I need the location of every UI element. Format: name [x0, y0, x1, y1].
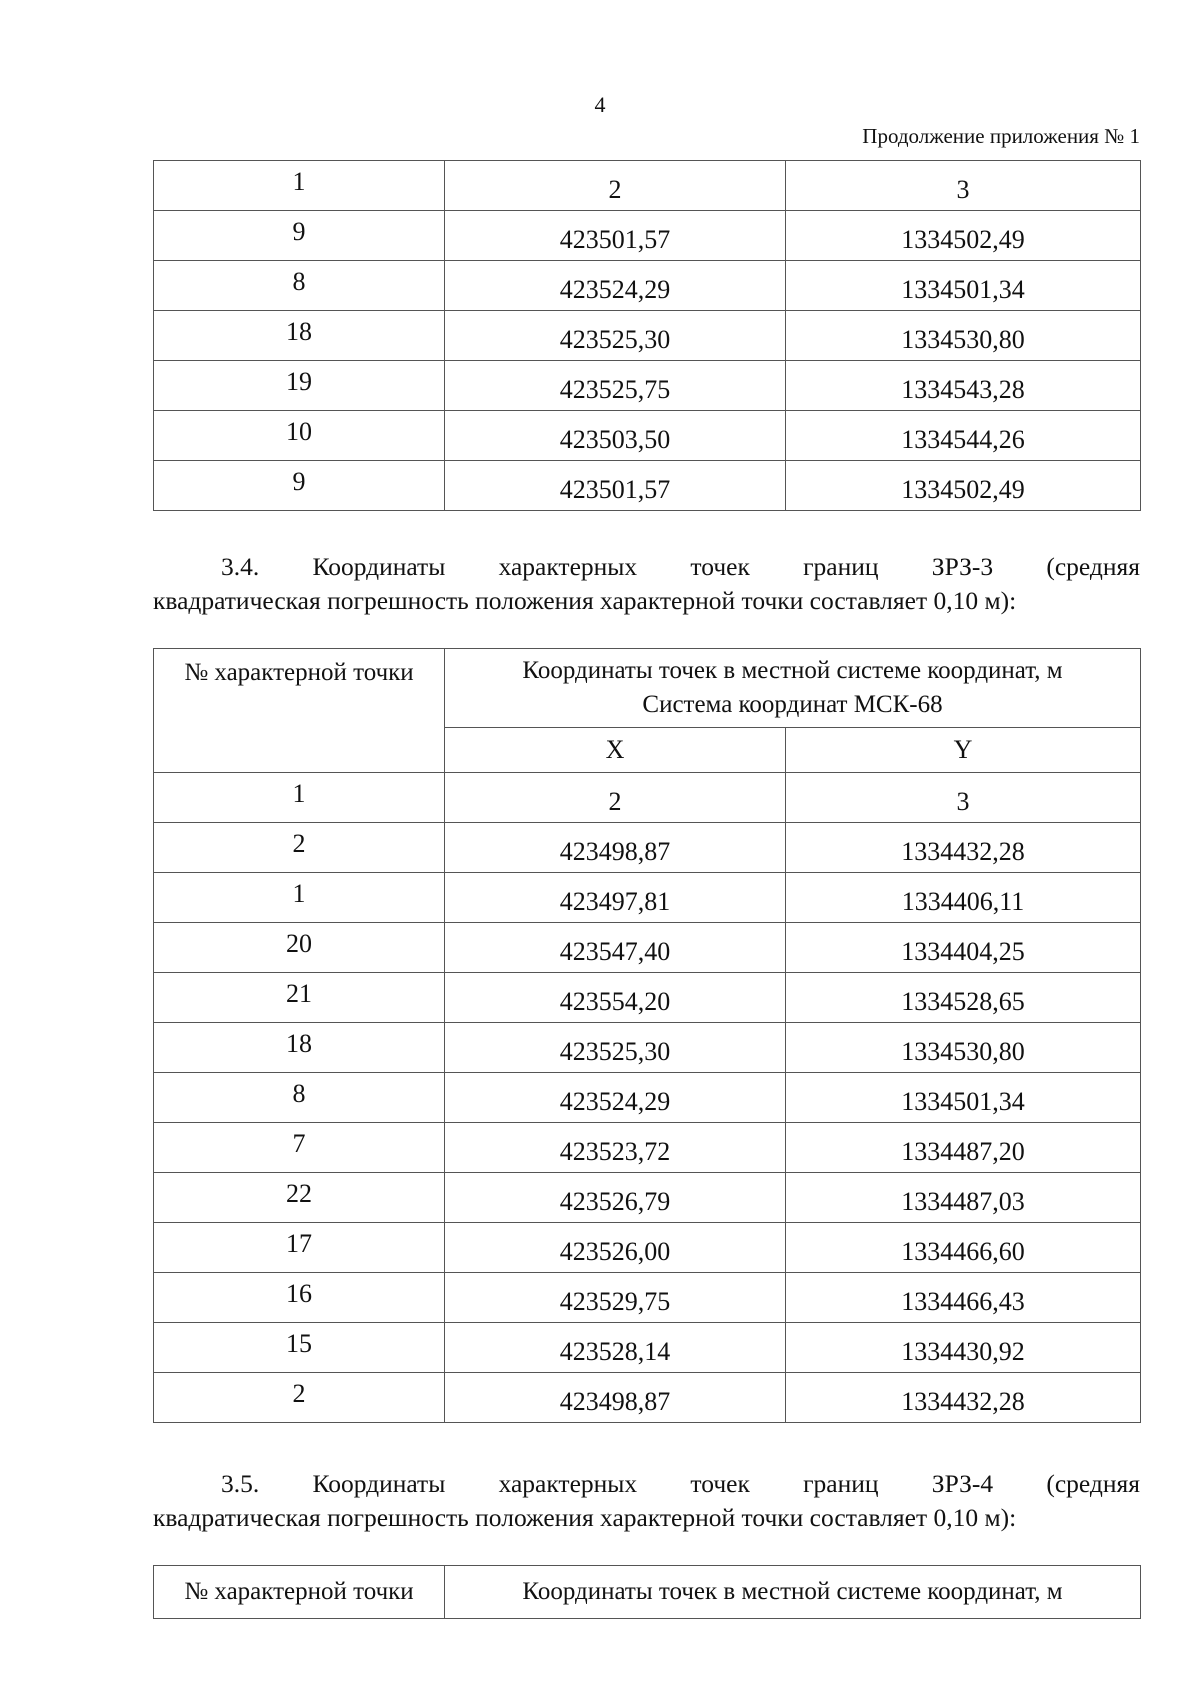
- x-coordinate-cell: 423498,87: [445, 1373, 786, 1423]
- point-number-cell: 10: [154, 411, 445, 461]
- y-coordinate-cell: 1334466,43: [786, 1273, 1141, 1323]
- table-row: [154, 973, 1141, 1023]
- table-row: [154, 1123, 1141, 1173]
- table-row: [154, 311, 1141, 361]
- paragraph-word: ЗРЗ-4: [931, 1469, 994, 1498]
- point-number-cell: 7: [154, 1123, 445, 1173]
- point-number-cell: 20: [154, 923, 445, 973]
- point-number-cell: 16: [154, 1273, 445, 1323]
- paragraph-line-1: [153, 550, 1140, 584]
- coordinates-table-zrz-4: [153, 1565, 1141, 1619]
- point-number-cell: 8: [154, 1073, 445, 1123]
- column-number: 3: [786, 773, 1141, 823]
- point-number-header: № характерной точки: [154, 649, 445, 773]
- table-row: [154, 461, 1141, 511]
- table-row: [154, 1073, 1141, 1123]
- x-coordinate-cell: 423525,75: [445, 361, 786, 411]
- y-coordinate-cell: 1334487,20: [786, 1123, 1141, 1173]
- paragraph-word: точек: [690, 1469, 750, 1498]
- x-coordinate-cell: 423497,81: [445, 873, 786, 923]
- paragraph-word: Координаты: [312, 1469, 446, 1498]
- paragraph-word: границ: [803, 1469, 879, 1498]
- coordinates-header-line-2: Система координат МСК-68: [642, 691, 943, 718]
- appendix-note: Продолжение приложения № 1: [862, 124, 1140, 148]
- section-number: 3.4.: [221, 552, 260, 581]
- point-number-cell: 19: [154, 361, 445, 411]
- coordinates-table-continuation: [153, 160, 1141, 511]
- table-row: [154, 361, 1141, 411]
- paragraph-word: ЗРЗ-3: [931, 552, 994, 581]
- point-number-cell: 2: [154, 823, 445, 873]
- table-row: [154, 873, 1141, 923]
- point-number-cell: 9: [154, 461, 445, 511]
- table-row: [154, 823, 1141, 873]
- point-number-cell: 18: [154, 1023, 445, 1073]
- x-coordinate-cell: 423547,40: [445, 923, 786, 973]
- x-coordinate-cell: 423528,14: [445, 1323, 786, 1373]
- point-number-cell: 1: [154, 873, 445, 923]
- table-header-row: [154, 1566, 1141, 1619]
- paragraph-word: точек: [690, 552, 750, 581]
- point-number-cell: 22: [154, 1173, 445, 1223]
- y-coordinate-cell: 1334502,49: [786, 461, 1141, 511]
- y-coordinate-cell: 1334430,92: [786, 1323, 1141, 1373]
- table-row: [154, 1273, 1141, 1323]
- section-3-5-paragraph: [153, 1467, 1140, 1535]
- paragraph-line-1: [153, 1467, 1140, 1501]
- point-number-cell: 21: [154, 973, 445, 1023]
- point-number-header: № характерной точки: [154, 1566, 445, 1619]
- y-coordinate-cell: 1334530,80: [786, 1023, 1141, 1073]
- table-row: [154, 411, 1141, 461]
- x-coordinate-cell: 423501,57: [445, 211, 786, 261]
- point-number-cell: 9: [154, 211, 445, 261]
- point-number-cell: 2: [154, 1373, 445, 1423]
- y-coordinate-cell: 1334466,60: [786, 1223, 1141, 1273]
- paragraph-line-2: квадратическая погрешность положения характерной точки составляет 0,10 м):: [153, 1503, 1017, 1532]
- paragraph-word: Координаты: [312, 552, 446, 581]
- y-coordinate-cell: 1334530,80: [786, 311, 1141, 361]
- point-number-cell: 18: [154, 311, 445, 361]
- x-coordinate-cell: 423525,30: [445, 1023, 786, 1073]
- y-coordinate-cell: 1334432,28: [786, 1373, 1141, 1423]
- y-coordinate-cell: 1334502,49: [786, 211, 1141, 261]
- y-coordinate-cell: 1334543,28: [786, 361, 1141, 411]
- y-coordinate-cell: 1334487,03: [786, 1173, 1141, 1223]
- y-header: Y: [786, 728, 1141, 773]
- x-coordinate-cell: 423554,20: [445, 973, 786, 1023]
- table-3-body: [154, 1566, 1141, 1619]
- y-coordinate-cell: 1334501,34: [786, 261, 1141, 311]
- table-row: [154, 923, 1141, 973]
- x-header: X: [445, 728, 786, 773]
- paragraph-word: (средняя: [1046, 1469, 1140, 1498]
- paragraph-word: характерных: [498, 552, 638, 581]
- page-number: 4: [594, 92, 606, 117]
- x-coordinate-cell: 423501,57: [445, 461, 786, 511]
- x-coordinate-cell: 423523,72: [445, 1123, 786, 1173]
- paragraph-word: (средняя: [1046, 552, 1140, 581]
- table-1-body: [154, 161, 1141, 511]
- section-3-4-paragraph: [153, 550, 1140, 618]
- x-coordinate-cell: 423526,00: [445, 1223, 786, 1273]
- table-row: [154, 1373, 1141, 1423]
- x-coordinate-cell: 423524,29: [445, 1073, 786, 1123]
- table-row: [154, 211, 1141, 261]
- table-2-body: [154, 649, 1141, 1423]
- column-number: 2: [445, 161, 786, 211]
- paragraph-word: границ: [803, 552, 879, 581]
- coordinates-header: [445, 649, 1141, 728]
- column-number: 1: [154, 161, 445, 211]
- column-number: 1: [154, 773, 445, 823]
- point-number-cell: 8: [154, 261, 445, 311]
- column-number: 3: [786, 161, 1141, 211]
- point-number-cell: 15: [154, 1323, 445, 1373]
- coordinates-table-zrz-3: [153, 648, 1141, 1423]
- column-number: 2: [445, 773, 786, 823]
- y-coordinate-cell: 1334404,25: [786, 923, 1141, 973]
- table-row: [154, 1323, 1141, 1373]
- y-coordinate-cell: 1334432,28: [786, 823, 1141, 873]
- table-row: [154, 261, 1141, 311]
- point-number-cell: 17: [154, 1223, 445, 1273]
- table-row: [154, 1023, 1141, 1073]
- x-coordinate-cell: 423526,79: [445, 1173, 786, 1223]
- table-row: [154, 161, 1141, 211]
- x-coordinate-cell: 423529,75: [445, 1273, 786, 1323]
- x-coordinate-cell: 423525,30: [445, 311, 786, 361]
- paragraph-word: характерных: [498, 1469, 638, 1498]
- table-row: [154, 773, 1141, 823]
- paragraph-line-2: квадратическая погрешность положения характерной точки составляет 0,10 м):: [153, 586, 1017, 615]
- table-header-row: [154, 649, 1141, 728]
- y-coordinate-cell: 1334406,11: [786, 873, 1141, 923]
- y-coordinate-cell: 1334501,34: [786, 1073, 1141, 1123]
- x-coordinate-cell: 423498,87: [445, 823, 786, 873]
- x-coordinate-cell: 423524,29: [445, 261, 786, 311]
- y-coordinate-cell: 1334544,26: [786, 411, 1141, 461]
- table-row: [154, 1173, 1141, 1223]
- x-coordinate-cell: 423503,50: [445, 411, 786, 461]
- coordinates-header: Координаты точек в местной системе координат, м: [445, 1566, 1141, 1619]
- coordinates-header-line-1: Координаты точек в местной системе координат, м: [522, 657, 1063, 684]
- table-row: [154, 1223, 1141, 1273]
- section-number: 3.5.: [221, 1469, 260, 1498]
- y-coordinate-cell: 1334528,65: [786, 973, 1141, 1023]
